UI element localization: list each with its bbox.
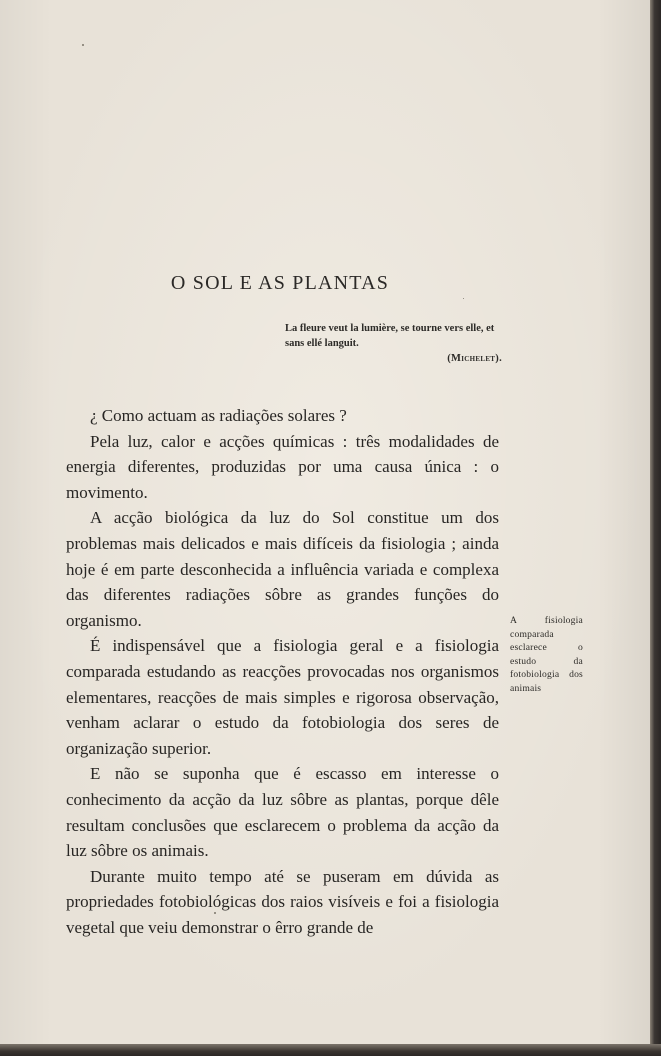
paragraph: É indispensável que a fisiologia geral e a fisiologia comparada estudando as reacções provocadas nos organismos elementares, reacções de mais simples e rigorosa observação, venham aclarar o estudo da fotobiologia dos seres de organização superior. [66,636,499,758]
epigraph-author: (Michelet). [447,353,502,364]
paragraph: Durante muito tempo até se puseram em dúvida as propriedades fotobiológicas dos raios visíveis e foi a fisiologia vegetal que veiu demonstrar o êrro grande de [66,866,499,937]
page-edge-shadow [650,0,661,1056]
paragraph: E não se suponha que é escasso em interesse o conhecimento da acção da luz sôbre as plantas, porque dêle resultam conclusões que esclarecem o problema da acção da luz sôbre os animais. [66,764,499,861]
page-edge-shadow-bottom [0,1044,661,1056]
paragraph: ¿ Como actuam as radiações solares ? [90,406,347,425]
paper-speck [463,298,464,299]
chapter-title: O SOL E AS PLANTAS [170,272,390,294]
margin-note: A fisiologia comparada esclarece o estudo da fotobiologia dos animais [510,615,583,694]
paragraph: Pela luz, calor e acções químicas : três modalidades de energia diferentes, produzidas por uma causa única : o movimento. [66,431,499,502]
paper-speck [214,912,216,914]
body-text [66,403,499,940]
epigraph [285,321,510,366]
paper-speck [82,44,84,46]
paragraph: A acção biológica da luz do Sol constitue um dos problemas mais delicados e mais difíceis da fisiologia ; ainda hoje é em parte desconhecida a influência variada e complexa das diferentes radiações sôbre as grandes funções do organismo. [66,508,499,630]
epigraph-quote: La fleure veut la lumière, se tourne vers elle, et sans ellé languit. [285,323,495,349]
